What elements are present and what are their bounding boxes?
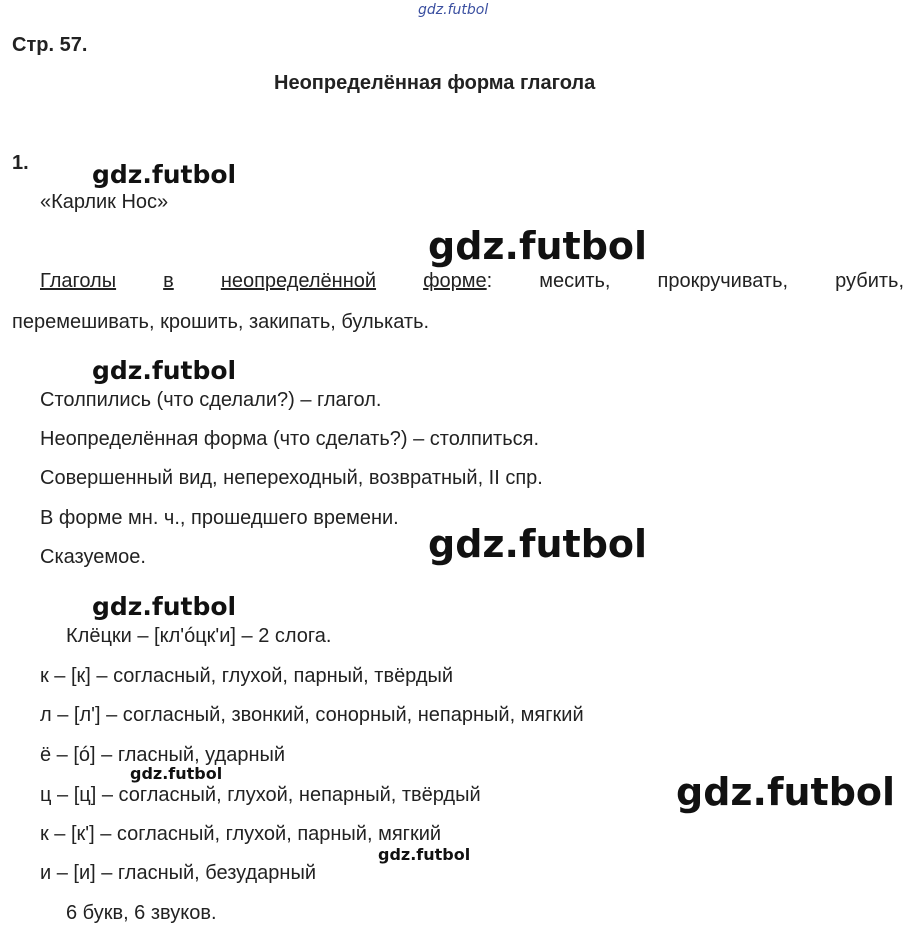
watermark-small: gdz.futbol [378,845,471,864]
page-title: Неопределённая форма глагола [274,72,596,94]
watermark: gdz.futbol [92,356,237,385]
sound-line: и – [и] – гласный, безударный [40,862,316,884]
verb-word: прокручивать, [657,270,789,292]
phonetic-word-line: Клёцки – [кл'óцк'и] – 2 слога. [66,625,332,647]
watermark: gdz.futbol [92,592,237,621]
verbs-label-word: Глаголы [40,270,117,292]
sound-line: к – [к] – согласный, глухой, парный, твёрдый [40,665,454,687]
verbs-line-1 [40,270,904,293]
page-label: Стр. 57. [12,34,88,56]
sound-line: л – [л'] – согласный, звонкий, сонорный, непарный, мягкий [40,704,584,726]
sound-line: ц – [ц] – согласный, глухой, непарный, твёрдый [40,784,481,806]
verbs-label-word: неопределённой [220,270,377,292]
analysis-line: Столпились (что сделали?) – глагол. [40,389,382,411]
analysis-line: Неопределённая форма (что сделать?) – столпиться. [40,428,540,450]
analysis-line: Совершенный вид, непереходный, возвратный, II спр. [40,467,543,489]
watermark-top: gdz.futbol [418,2,489,18]
watermark: gdz.futbol [92,160,237,189]
watermark-large: gdz.futbol [428,522,648,566]
analysis-line: Сказуемое. [40,546,146,568]
verb-word: месить, [539,270,611,292]
verb-word: рубить, [835,270,904,292]
watermark-large: gdz.futbol [428,224,648,268]
task-number: 1. [12,152,29,174]
story-title: «Карлик Нос» [40,191,169,213]
watermark-large: gdz.futbol [676,770,896,814]
phonetic-summary: 6 букв, 6 звуков. [66,902,217,924]
sound-line: ё – [ó] – гласный, ударный [40,744,286,766]
verbs-label-word: в [163,270,174,292]
analysis-line: В форме мн. ч., прошедшего времени. [40,507,399,529]
sound-line: к – [к'] – согласный, глухой, парный, мягкий [40,823,442,845]
verbs-label-last: форме: [423,270,493,292]
verbs-line-2: перемешивать, крошить, закипать, булькать. [12,311,430,333]
watermark-small: gdz.futbol [130,764,223,783]
